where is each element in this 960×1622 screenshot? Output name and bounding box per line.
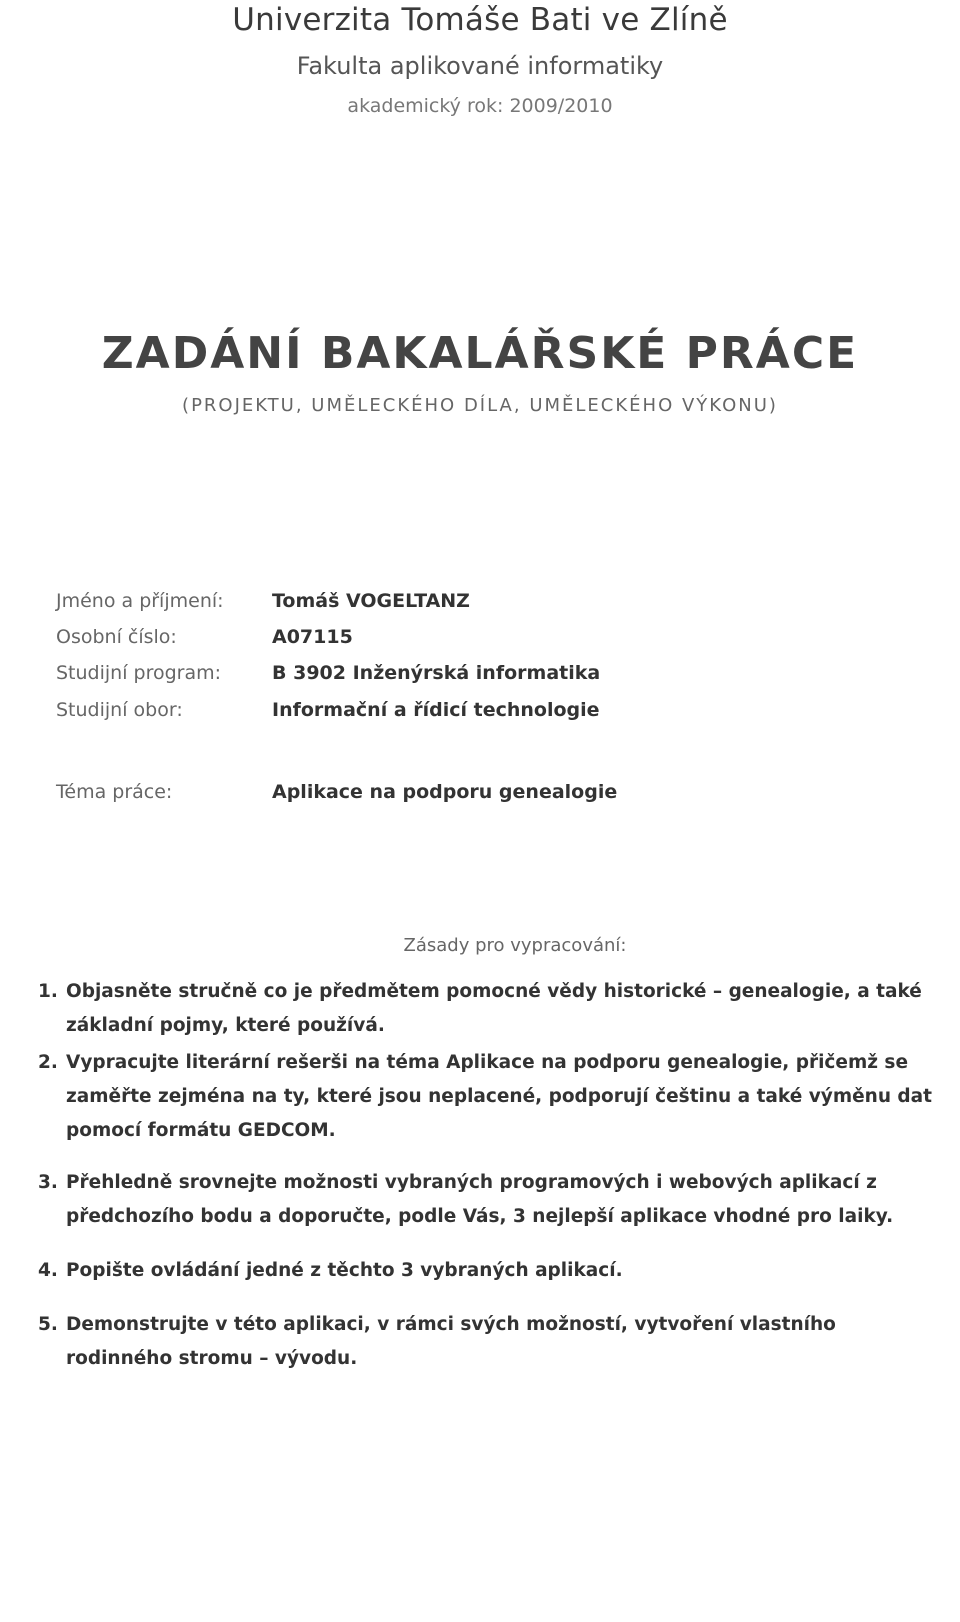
faculty-name: Fakulta aplikované informatiky [296, 52, 664, 80]
document-subtitle: (PROJEKTU, UMĚLECKÉHO DÍLA, UMĚLECKÉHO VÝKONU) [182, 395, 778, 416]
document-title: ZADÁNÍ BAKALÁŘSKÉ PRÁCE [101, 328, 859, 379]
academic-year-value: 2009/2010 [509, 95, 613, 117]
academic-year-label: akademický rok: [347, 95, 504, 117]
university-name: Univerzita Tomáše Bati ve Zlíně [232, 2, 728, 38]
topic-label: Téma práce: [56, 781, 173, 803]
name-value: Tomáš VOGELTANZ [272, 590, 470, 612]
list-item-number: 1. [38, 981, 58, 1002]
list-item-text: Přehledně srovnejte možnosti vybraných programových i webových aplikací z předchozího bodu a doporučte, podle Vás, 3 nejlepší aplikace vhodné pro laiky. [66, 1172, 894, 1227]
topic-value: Aplikace na podporu genealogie [272, 781, 618, 803]
list-item-number: 4. [38, 1260, 58, 1281]
academic-year [0, 95, 960, 117]
list-item-text: Objasněte stručně co je předmětem pomocné vědy historické – genealogie, a také základní pojmy, které používá. [66, 981, 922, 1036]
program-value: B 3902 Inženýrská informatika [272, 662, 601, 684]
field-label: Studijní obor: [56, 699, 183, 721]
field-value: Informační a řídicí technologie [272, 699, 600, 721]
list-item-text: Popište ovládání jedné z těchto 3 vybraných aplikací. [66, 1260, 623, 1281]
id-label: Osobní číslo: [56, 626, 177, 648]
id-value: A07115 [272, 626, 353, 648]
list-item-number: 5. [38, 1314, 58, 1335]
list-item-number: 3. [38, 1172, 58, 1193]
list-item-text: Demonstrujte v této aplikaci, v rámci svých možností, vytvoření vlastního rodinného stromu – vývodu. [66, 1314, 836, 1369]
list-item-number: 2. [38, 1052, 58, 1073]
program-label: Studijní program: [56, 662, 222, 684]
principles-heading: Zásady pro vypracování: [403, 935, 627, 956]
name-label: Jméno a příjmení: [56, 590, 224, 612]
list-item-text: Vypracujte literární rešerši na téma Aplikace na podporu genealogie, přičemž se zaměřte zejména na ty, které jsou neplacené, podporují češtinu a také výměnu dat pomocí formátu GEDCOM. [66, 1052, 932, 1141]
